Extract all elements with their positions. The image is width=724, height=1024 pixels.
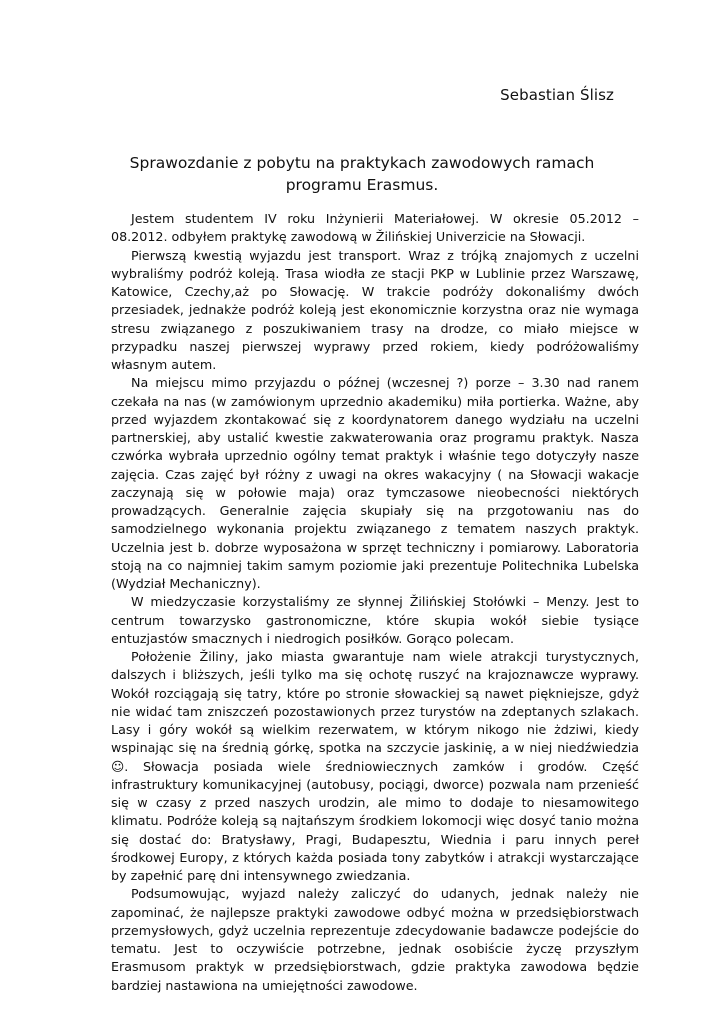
author-name: Sebastian Ślisz <box>500 86 614 104</box>
paragraph-summary: Podsumowując, wyjazd należy zaliczyć do udanych, jednak należy nie zapominać, że najlepsze praktyki zawodowe odbyć można w przedsiębiorstwach przemysłowych, gdyż uczelnia reprezentuje zdecydowanie badawcze podejście do tematu. Jest to oczywiście potrzebne, jednak osobiście życzę przyszłym Erasmusom praktyk w przedsiębiorstwach, gdzie praktyka zawodowa będzie bardziej nastawiona na umiejętności zawodowe. <box>111 886 639 993</box>
paragraph-location: Położenie Žiliny, jako miasta gwarantuje nam wiele atrakcji turystycznych, dalszych i bliższych, jeśli tylko ma się ochotę ruszyć na krajoznawcze wyprawy. Wokół rozciągają się tatry, które po stronie słowackiej są nawet piękniejsze, gdyż nie widać tam zniszczeń pozostawionych przez turystów na zdeptanych szlakach. Lasy i góry wokół są wielkim rezerwatem, w którym nikogo nie żdziwi, kiedy wspinając się na średnią górkę, spotka na szczycie jaskinię, a w niej niedźwiedzia ☺. Słowacja posiada wiele średniowiecznych zamków i grodów. Część infrastruktury komunikacyjnej (autobusy, pociągi, dworce) pozwala nam przenieść się w czasy z przed naszych urodzin, ale mimo to dodaje to niesamowitego klimatu. Podróże koleją są najtańszym środkiem lokomocji więc dosyć tanio można się dostać do: Bratysławy, Pragi, Budapesztu, Wiednia i paru innych pereł środkowej Europy, z których każda posiada tony zabytków i atrakcji wystarczające by zapełnić parę dni intensywnego zwiedzania. <box>111 649 639 883</box>
document-title: Sprawozdanie z pobytu na praktykach zawodowych ramach programu Erasmus. <box>129 154 595 194</box>
paragraph-transport: Pierwszą kwestią wyjazdu jest transport. Wraz z trójką znajomych z uczelni wybraliśmy podróż koleją. Trasa wiodła ze stacji PKP w Lublinie przez Warszawę, Katowice, Czechy,aż po Słowację. W trakcie podróży dokonaliśmy dwóch przesiadek, jednakże podróż koleją jest ekonomicznie korzystna oraz nie wymaga stresu związanego z poszukiwaniem trasy na drodze, co miało miejsce w przypadku naszej pierwszej wyprawy przed rokiem, kiedy podróżowaliśmy własnym autem. <box>111 247 639 372</box>
paragraph-arrival-classes: Na miejscu mimo przyjazdu o późnej (wczesnej ?) porze – 3.30 nad ranem czekała na nas (w zamówionym uprzednio akademiku) miła portierka. Ważne, aby przed wyjazdem zkontakować się z koordynatorem danego wydziału na uczelni partnerskiej, aby ustalić kwestie zakwaterowania oraz programu praktyk. Nasza czwórka wybrała uprzednio ogólny temat praktyk i właśnie tego dotyczyły nasze zajęcia. Czas zajęć był różny z uwagi na okres wakacyjny ( na Słowacji wakacje zaczynają się w połowie maja) oraz tymczasowe nieobecności niektórych prowadzących. Generalnie zajęcia skupiały się na przgotowaniu nas do samodzielnego wykonania projektu związanego z tematem naszych praktyk. Uczelnia jest b. dobrze wyposażona w sprzęt techniczny i pomiarowy. Laboratoria stoją na co najmniej takim samym poziomie jaki prezentuje Politechnika Lubelska (Wydział Mechaniczny). <box>111 375 639 591</box>
document-body <box>111 210 639 995</box>
paragraph-intro: Jestem studentem IV roku Inżynierii Materiałowej. W okresie 05.2012 – 08.2012. odbyłem praktykę zawodową w Žilińskiej Univerzicie na Słowacji. <box>111 211 639 245</box>
paragraph-canteen: W miedzyczasie korzystaliśmy ze słynnej Žilińskiej Stołówki – Menzy. Jest to centrum towarzysko gastronomiczne, które skupia wokół siebie tysiące entuzjastów smacznych i niedrogich posiłków. Gorąco polecam. <box>111 594 639 646</box>
